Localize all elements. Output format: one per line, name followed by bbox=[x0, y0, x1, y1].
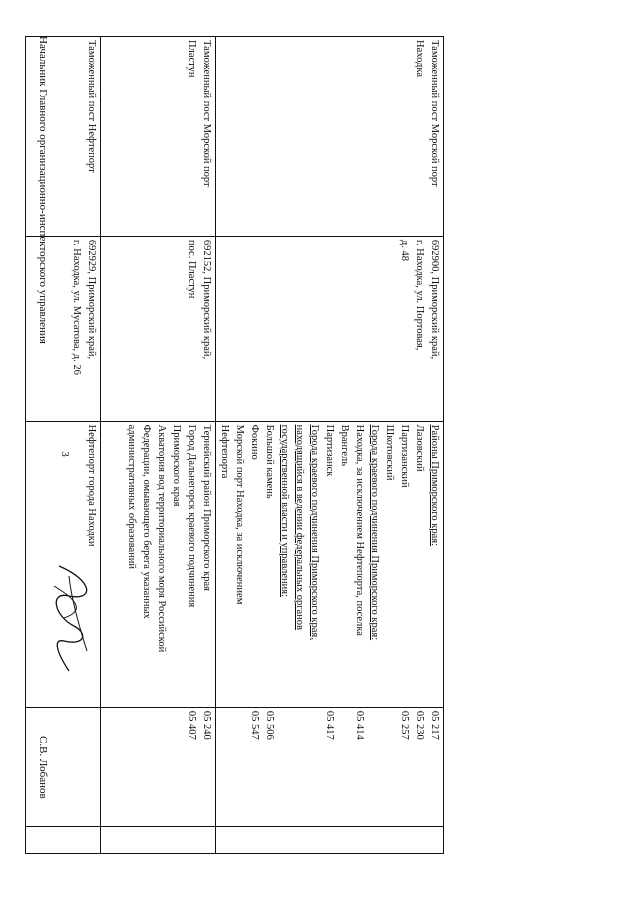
rotated-page bbox=[37, 36, 444, 854]
territory-line: Город Дальнегорск краевого подчинения bbox=[186, 424, 197, 608]
address-cell: 692929, Приморский край, г. Находка, ул. Мусатова, д. 26 bbox=[26, 236, 101, 421]
territory-line: находящийся в ведении федеральных органов bbox=[294, 424, 305, 631]
territory-line: Районы Приморского края: bbox=[429, 424, 440, 547]
okato-code: 05 257 bbox=[399, 710, 410, 740]
okato-code bbox=[217, 711, 232, 823]
table-row bbox=[101, 37, 216, 854]
okato-code bbox=[382, 711, 397, 823]
territory-cell bbox=[216, 421, 444, 707]
okato-code: 05 240 bbox=[201, 710, 212, 740]
okato-code bbox=[292, 711, 307, 823]
territory-line: Города краевого подчинения Приморского края, bbox=[309, 424, 320, 640]
territory-cell bbox=[101, 421, 216, 707]
territory-line: Приморского края bbox=[171, 424, 182, 507]
signatory-name: С.В. Лобанов bbox=[37, 736, 49, 799]
territory-line: Фокино bbox=[249, 424, 260, 460]
okato-code: 05 506 bbox=[264, 710, 275, 740]
customs-posts-table bbox=[25, 36, 444, 854]
okato-code: 05 217 bbox=[429, 710, 440, 740]
page-number: 3 bbox=[58, 451, 71, 457]
territory-line: Города краевого подчинения Приморского края: bbox=[369, 424, 380, 641]
post-name-cell: Таможенный пост Нефтепорт bbox=[26, 37, 101, 237]
okato-code bbox=[277, 711, 292, 823]
okato-code bbox=[84, 711, 99, 823]
address-cell: 692152, Приморский край, пос. Пластун bbox=[101, 236, 216, 421]
okato-code bbox=[232, 711, 247, 823]
territory-line: Акватория вод территориального моря Российской bbox=[156, 424, 167, 653]
territory-line: Большой камень bbox=[264, 424, 275, 499]
territory-line: Врангель bbox=[339, 424, 350, 467]
okato-code bbox=[154, 711, 169, 823]
empty-cell bbox=[26, 826, 101, 853]
okato-code bbox=[367, 711, 382, 823]
territory-line: Лазовский bbox=[414, 424, 425, 472]
empty-cell bbox=[101, 826, 216, 853]
territory-line: Партизанск bbox=[324, 424, 335, 477]
okato-code: 05 547 bbox=[249, 710, 260, 740]
territory-line: Морской порт Находка, за исключением bbox=[234, 424, 245, 605]
okato-code: 05 414 bbox=[354, 710, 365, 740]
okato-code: 05 417 bbox=[324, 710, 335, 740]
signature-image bbox=[39, 556, 99, 676]
territory-line: Партизанский bbox=[399, 424, 410, 488]
table-row bbox=[216, 37, 444, 854]
okato-code-cell bbox=[216, 707, 444, 826]
okato-code: 05 407 bbox=[186, 710, 197, 740]
territory-line: Нефтепорт города Находки bbox=[86, 424, 97, 547]
empty-cell bbox=[216, 826, 444, 853]
territory-line: Нефтепорта bbox=[219, 424, 230, 479]
territory-line: Находка, за исключением Нефтепорта, поселка bbox=[354, 424, 365, 636]
territory-line: государственной власти и управления: bbox=[279, 424, 290, 598]
okato-code-cell bbox=[101, 707, 216, 826]
territory-line: Шкотовский bbox=[384, 424, 395, 481]
okato-code bbox=[307, 711, 322, 823]
territory-line: Федерации, омывающего берега указанных bbox=[141, 424, 152, 619]
okato-code: 05 230 bbox=[414, 710, 425, 740]
post-name-cell: Таможенный пост Морской порт Находка bbox=[216, 37, 444, 237]
territory-line: Тернейский район Приморского края bbox=[201, 424, 212, 591]
address-cell: 692900, Приморский край, г. Находка, ул. Портовая, д. 48 bbox=[216, 236, 444, 421]
signatory-position: Начальник Главного организационно-инспекторского управления bbox=[37, 36, 49, 344]
okato-code bbox=[337, 711, 352, 823]
okato-code bbox=[169, 711, 184, 823]
territory-line: административных образований bbox=[126, 424, 137, 570]
post-name-cell: Таможенный пост Морской порт Пластун bbox=[101, 37, 216, 237]
okato-code bbox=[124, 711, 139, 823]
okato-code bbox=[139, 711, 154, 823]
